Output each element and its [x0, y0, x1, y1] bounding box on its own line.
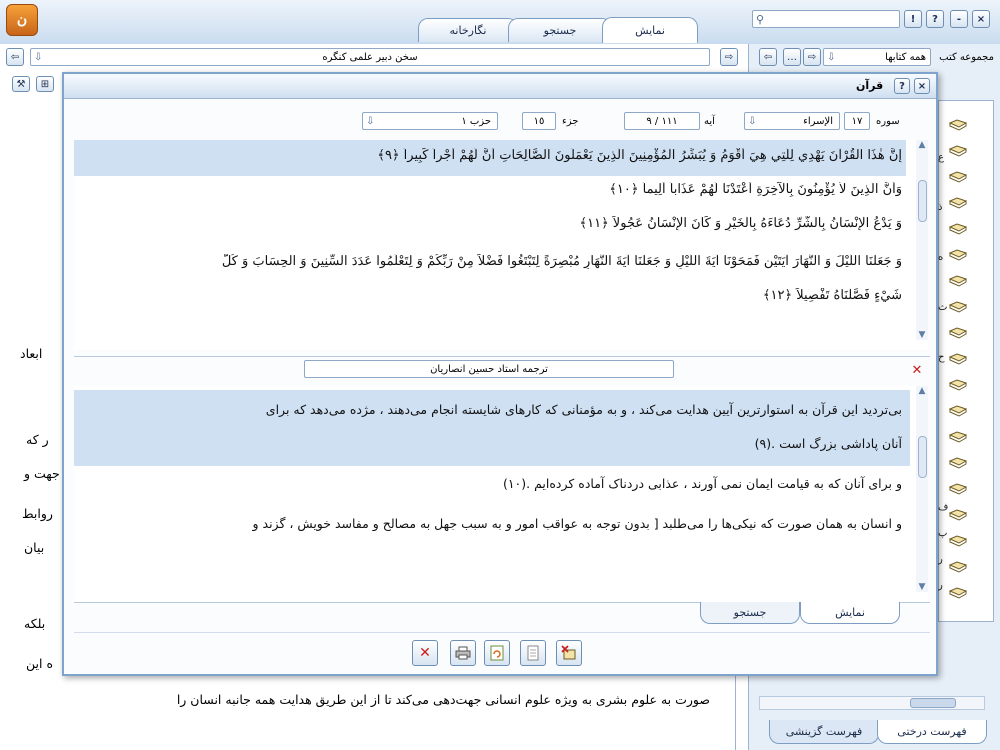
sura-label: سوره	[876, 116, 900, 127]
quran-line[interactable]: وَ يَدْعُ الْإِنْسَانُ بِالشَّرِّ دُعَاءَهُ بِالْخَيْرِ وَ كَانَ الْإِنْسَانُ عَجُولاً ﴿١١﴾	[579, 216, 902, 231]
pane-divider	[74, 356, 930, 357]
book-icon[interactable]	[949, 223, 967, 235]
horizontal-scrollbar[interactable]	[759, 696, 985, 710]
translation-line[interactable]: و انسان به همان صورت که نیکی‌ها را می‌طلبد [ بدون توجه به عواقب امور و به سبب جهل به مصالح و مفاسد خویش ، گزند و	[252, 516, 902, 531]
doc-fragment: جهت و	[24, 466, 60, 481]
quran-dialog	[62, 72, 938, 676]
layout-icon[interactable]: ⊞	[36, 76, 54, 92]
scroll-down-icon[interactable]: ▼	[918, 330, 926, 340]
remove-item-button[interactable]	[556, 640, 582, 666]
tab-search[interactable]: جستجو	[508, 18, 612, 42]
translation-line[interactable]: بی‌تردید این قرآن به استوارترین آیین هدایت می‌کند ، و به مؤمنانی که کارهای شایسته انجام می‌دهند ، مژده می‌دهد که برای	[265, 402, 902, 417]
book-icon[interactable]	[949, 379, 967, 391]
top-toolbar	[0, 0, 1000, 44]
close-translation-icon[interactable]: ✕	[911, 363, 923, 378]
doc-fragment: ابعاد	[20, 346, 43, 361]
scroll-up-icon[interactable]: ▲	[918, 140, 926, 150]
doc-fragment: بیان	[24, 540, 45, 555]
page-icon	[526, 645, 540, 661]
doc-vertical-rule	[735, 664, 736, 750]
tab-tree-list[interactable]: فهرست درختی	[877, 720, 987, 744]
dialog-titlebar[interactable]	[64, 74, 936, 99]
quran-scrollbar[interactable]	[916, 140, 928, 340]
book-icon[interactable]	[949, 509, 967, 521]
hizb-select[interactable]: حزب ١ ⇩	[362, 112, 498, 130]
book-icon[interactable]	[949, 431, 967, 443]
quran-text-pane	[74, 140, 928, 350]
global-search-input[interactable]	[752, 10, 900, 28]
translator-field[interactable]: ترجمه استاد حسین انصاریان	[304, 360, 674, 378]
book-icon[interactable]	[949, 405, 967, 417]
book-icon[interactable]	[949, 119, 967, 131]
dialog-close-button[interactable]: ×	[914, 78, 930, 94]
aya-range-field[interactable]: ١١١ / ٩	[624, 112, 700, 130]
printer-icon	[455, 646, 471, 660]
doc-fragment: ر که	[26, 432, 49, 447]
quran-line[interactable]: إِنَّ هٰذَا الْقُرْآنَ يَهْدِي لِلَّتِي هِيَ أَقْوَمُ وَ يُبَشِّرُ الْمُؤْمِنِينَ الَّذِينَ يَعْمَلُونَ الصَّالِحَاتِ أَنَّ لَهُمْ أَجْراً كَبِيراً ﴿٩﴾	[377, 148, 902, 163]
search-icon: ⚲	[756, 12, 765, 26]
collection-select[interactable]: همه کتابها ⇩	[823, 48, 931, 66]
juz-label: جزء	[562, 116, 579, 127]
copy-button[interactable]	[520, 640, 546, 666]
translation-line[interactable]: و برای آنان که به قیامت ایمان نمی آورند ، عذابی دردناک آماده کرده‌ایم .(١٠)	[502, 476, 902, 491]
back-arrow-button[interactable]: ⇦	[6, 48, 24, 66]
chevron-down-icon: ⇩	[34, 51, 43, 63]
more-button[interactable]: …	[783, 48, 801, 66]
book-icon[interactable]	[949, 353, 967, 365]
book-icon[interactable]	[949, 275, 967, 287]
translation-pane	[74, 386, 928, 604]
help-button[interactable]: ?	[926, 10, 944, 28]
book-icon[interactable]	[949, 561, 967, 573]
dialog-title: قرآن	[856, 79, 884, 92]
doc-fragment: بلکه	[24, 616, 46, 631]
refresh-button[interactable]	[484, 640, 510, 666]
book-icon[interactable]	[949, 145, 967, 157]
minimize-button[interactable]: -	[950, 10, 968, 28]
book-icon[interactable]	[949, 587, 967, 599]
dialog-tab-search[interactable]: جستجو	[700, 602, 800, 624]
quran-line[interactable]: وَأَنَّ الَّذِينَ لاٰ يُؤْمِنُونَ بِالْآخِرَةِ أَعْتَدْنَا لَهُمْ عَذَاباً أَلِيماً ﴿١٠﴾	[609, 182, 902, 197]
forward-arrow-button[interactable]: ⇨	[803, 48, 821, 66]
doc-fragment: روابط	[22, 506, 53, 521]
info-button[interactable]: !	[904, 10, 922, 28]
collection-label: مجموعه کتب	[939, 52, 994, 63]
refresh-page-icon	[490, 645, 504, 661]
tab-selective-list[interactable]: فهرست گزینشی	[769, 720, 879, 744]
tab-gallery[interactable]: نگارخانه	[418, 18, 518, 42]
scroll-up-icon[interactable]: ▲	[918, 386, 926, 396]
delete-list-icon	[561, 645, 577, 661]
translation-scrollbar[interactable]	[916, 386, 928, 592]
tree-label-fragments: ع ذ ه ث ح ف پ ر ر	[938, 152, 949, 591]
book-icon[interactable]	[949, 197, 967, 209]
chevron-down-icon: ⇩	[366, 115, 375, 127]
doc-fragment: ه این	[26, 656, 53, 671]
chevron-down-icon: ⇩	[748, 115, 757, 127]
dialog-help-button[interactable]: ?	[894, 78, 910, 94]
doc-title: سخن دبیر علمی کنگره	[322, 51, 418, 63]
wrench-icon[interactable]: ⚒	[12, 76, 30, 92]
close-button[interactable]: ×	[972, 10, 990, 28]
print-button[interactable]	[450, 640, 476, 666]
clear-button[interactable]: ✕	[412, 640, 438, 666]
quran-line[interactable]: وَ جَعَلْنَا اللَّيْلَ وَ النَّهَارَ آيَتَيْنِ فَمَحَوْنَا آيَةَ اللَّيْلِ وَ جَعَلْنَا آيَةَ النَّهَارِ مُبْصِرَةً لِتَبْتَغُوا فَضْلاً مِنْ رَبِّكُمْ وَ لِتَعْلَمُوا عَدَدَ السِّنِينَ وَ الْحِسَابَ وَ كُلَّ	[221, 254, 902, 269]
book-icon[interactable]	[949, 535, 967, 547]
sura-select[interactable]: الإسراء ⇩	[744, 112, 840, 130]
book-icon[interactable]	[949, 249, 967, 261]
book-icon[interactable]	[949, 327, 967, 339]
back-arrow-button[interactable]: ⇦	[759, 48, 777, 66]
dialog-tab-display[interactable]: نمایش	[800, 602, 900, 624]
book-icon[interactable]	[949, 171, 967, 183]
sura-number-field[interactable]: ١٧	[844, 112, 870, 130]
doc-bottom-line: صورت به علوم بشری به ویژه علوم انسانی جهت‌دهی می‌کند تا از این طریق هدایت همه جانبه انسان را	[176, 692, 710, 707]
book-icon[interactable]	[949, 457, 967, 469]
tab-display[interactable]: نمایش	[602, 17, 698, 43]
aya-label: آیه	[704, 116, 715, 127]
book-icon[interactable]	[949, 301, 967, 313]
forward-arrow-button[interactable]: ⇨	[720, 48, 738, 66]
translation-line[interactable]: آنان پاداشی بزرگ است .(٩)	[754, 436, 902, 451]
scroll-down-icon[interactable]: ▼	[918, 582, 926, 592]
app-logo: ن	[6, 4, 38, 36]
quran-line[interactable]: شَيْءٍ فَصَّلْنَاهُ تَفْصِيلاً ﴿١٢﴾	[762, 288, 902, 303]
chevron-down-icon: ⇩	[827, 51, 836, 63]
doc-title-field[interactable]	[30, 48, 710, 66]
juz-field[interactable]: ١٥	[522, 112, 556, 130]
book-icon[interactable]	[949, 483, 967, 495]
dialog-bottom-divider	[74, 632, 930, 633]
